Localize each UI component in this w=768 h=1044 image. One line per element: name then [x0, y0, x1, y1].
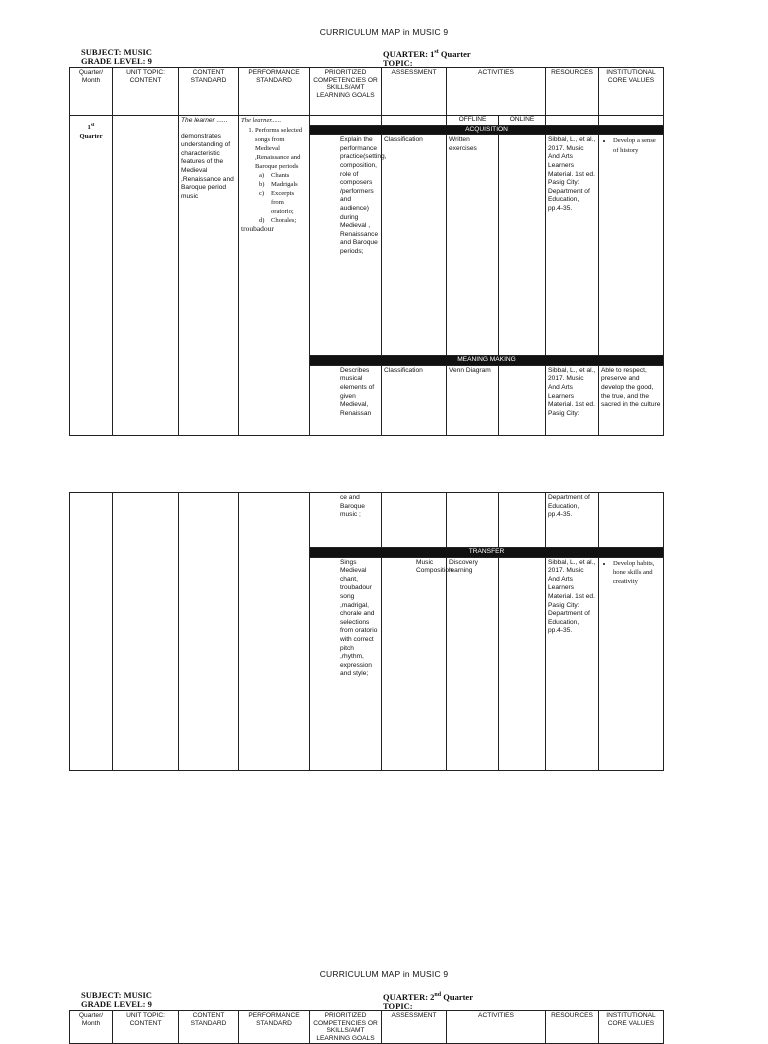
resources-blank-cell [546, 116, 599, 126]
meaning-online [499, 365, 546, 435]
header-core-values: INSTITUTIONAL CORE VALUES [599, 68, 664, 116]
curriculum-table-page1 [69, 67, 664, 436]
unit-topic-cell-cont [113, 493, 179, 771]
meaning-core-value: Able to respect, preserve and develop the good, the true, and the sacred in the culture [599, 365, 664, 435]
competency-blank-cell [310, 116, 382, 126]
p2-header-competencies: PRIORITIZED COMPETENCIES OR SKILLS/AMT LEARNING GOALS [310, 1011, 382, 1044]
content-standard-cell-cont [179, 493, 239, 771]
page2-title: CURRICULUM MAP in MUSIC 9 [319, 969, 449, 979]
acquisition-offline: Written exercises [447, 135, 499, 356]
p2-header-activities: ACTIVITIES [447, 1011, 546, 1044]
online-label: ONLINE [499, 116, 546, 126]
header-quarter-month: Quarter/ Month [70, 68, 113, 116]
meaning-resources-cont: Department of Education, pp.4-35. [546, 493, 599, 548]
p2-header-performance-standard: PERFORMANCE STANDARD [239, 1011, 310, 1044]
content-standard-cell: The learner ...... demonstrates understanding of characteristic features of the Medieval ,Renaissance and Baroque period music [179, 116, 239, 436]
page2-subject-label: SUBJECT: MUSIC GRADE LEVEL: 9 [81, 990, 152, 1009]
performance-standard-cell-cont [239, 493, 310, 771]
transfer-assessment: Music Composition [382, 557, 447, 770]
meaning-competency: Describes musical elements of given Medieval, Renaissan [310, 365, 382, 435]
transfer-resources: Sibbal, L., et al., 2017. Music And Arts Learners Material. 1st ed. Pasig City: Department of Education, pp.4-35. [546, 557, 599, 770]
assessment-blank-cell [382, 116, 447, 126]
subject-label: SUBJECT: MUSIC GRADE LEVEL: 9 [81, 47, 152, 66]
p2-header-content-standard: CONTENT STANDARD [179, 1011, 239, 1044]
p2-header-resources: RESOURCES [546, 1011, 599, 1044]
quarter-cell: 1st Quarter [70, 116, 113, 436]
header-competencies: PRIORITIZED COMPETENCIES OR SKILLS/AMT LEARNING GOALS [310, 68, 382, 116]
page1-title: CURRICULUM MAP in MUSIC 9 [319, 27, 449, 37]
curriculum-table-page2 [69, 1010, 664, 1044]
p2-header-core-values: INSTITUTIONAL CORE VALUES [599, 1011, 664, 1044]
meaning-competency-cont: ce and Baroque music ; [310, 493, 382, 548]
acquisition-resources: Sibbal, L., et al., 2017. Music And Arts Learners Material. 1st ed. Pasig City: Department of Education, pp.4-35. [546, 135, 599, 356]
meaning-online-cont [499, 493, 546, 548]
performance-sublist: a) Chants b) Madrigals c) Excerpts from oratorio; d) Chorales; [259, 171, 298, 224]
header-content-standard: CONTENT STANDARD [179, 68, 239, 116]
acquisition-bar: ACQUISITION [310, 125, 664, 135]
acquisition-core-value: • Develop a sense of history [599, 135, 664, 356]
transfer-competency: Sings Medieval chant, troubadour song ,madrigal, chorale and selections from oratorio with correct pitch ,rhythm, expression and style; [310, 557, 382, 770]
header-activities: ACTIVITIES [447, 68, 546, 116]
acquisition-competency: Explain the performance practice(setting, composition, role of composers /performers and audience) during Medieval , Renaissance and Baroque periods; [310, 135, 382, 356]
p2-header-unit-topic: UNIT TOPIC: CONTENT [113, 1011, 179, 1044]
curriculum-table-page1-cont [69, 492, 664, 771]
p2-header-quarter-month: Quarter/ Month [70, 1011, 113, 1044]
quarter-label: QUARTER: 1st Quarter TOPIC: [383, 48, 471, 68]
meaning-assessment-cont [382, 493, 447, 548]
performance-standard-cell: The learner...... 1. Performs selected songs from Medieval ,Renaissance and Baroque periods a) Chants b) Madrigals c) Excerpts from oratorio; d) Chorales; troubadour [239, 116, 310, 436]
header-resources: RESOURCES [546, 68, 599, 116]
offline-label: OFFLINE [447, 116, 499, 126]
header-unit-topic: UNIT TOPIC: CONTENT [113, 68, 179, 116]
transfer-online [499, 557, 546, 770]
meaning-offline: Venn Diagram [447, 365, 499, 435]
transfer-offline: Discovery learning [447, 557, 499, 770]
meaning-resources: Sibbal, L., et al., 2017. Music And Arts Learners Material. 1st ed. Pasig City: [546, 365, 599, 435]
meaning-offline-cont [447, 493, 499, 548]
header-performance-standard: PERFORMANCE STANDARD [239, 68, 310, 116]
page2-quarter-label: QUARTER: 2nd Quarter TOPIC: [383, 991, 473, 1011]
meaning-making-bar: MEANING MAKING [310, 356, 664, 366]
acquisition-assessment: Classification [382, 135, 447, 356]
meaning-core-value-cont [599, 493, 664, 548]
values-blank-cell [599, 116, 664, 126]
header-assessment: ASSESSMENT [382, 68, 447, 116]
meaning-assessment: Classification [382, 365, 447, 435]
unit-topic-cell [113, 116, 179, 436]
transfer-core-value: • Develop habits, hone skills and creativity [599, 557, 664, 770]
acquisition-online [499, 135, 546, 356]
quarter-cell-cont [70, 493, 113, 771]
transfer-bar: TRANSFER [310, 548, 664, 558]
p2-header-assessment: ASSESSMENT [382, 1011, 447, 1044]
